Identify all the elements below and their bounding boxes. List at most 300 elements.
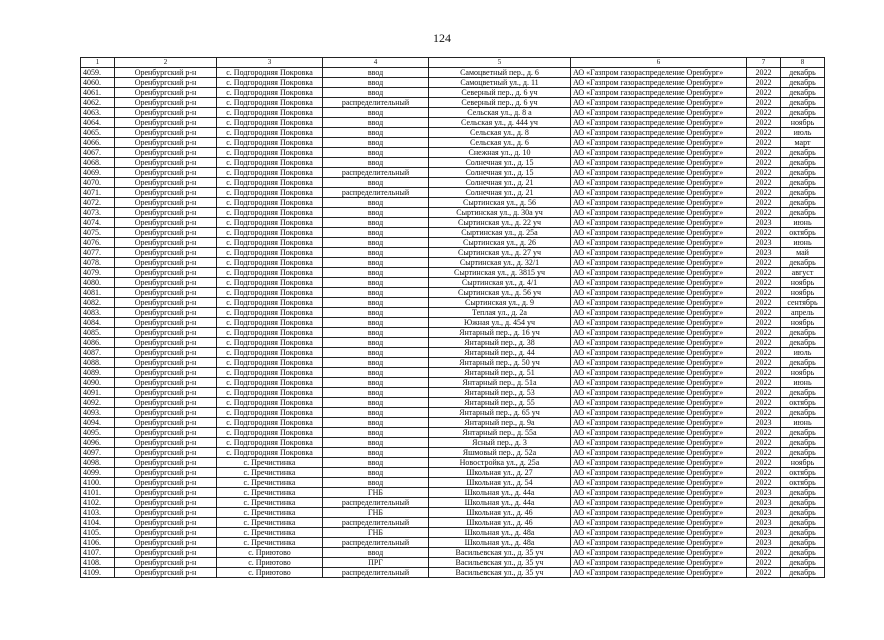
work-type-cell: ввод — [323, 228, 429, 238]
row-number-cell: 4064. — [81, 118, 115, 128]
table-row — [81, 68, 825, 78]
work-type-cell: ввод — [323, 358, 429, 368]
row-number-cell: 4093. — [81, 408, 115, 418]
settlement-cell: с. Подгородняя Покровка — [217, 68, 323, 78]
year-cell: 2022 — [747, 568, 781, 578]
settlement-cell: с. Подгородняя Покровка — [217, 388, 323, 398]
settlement-cell: с. Пречистинка — [217, 478, 323, 488]
organization-cell: АО «Газпром газораспределение Оренбург» — [571, 118, 747, 128]
year-cell: 2022 — [747, 298, 781, 308]
row-number-cell: 4090. — [81, 378, 115, 388]
work-type-cell: ввод — [323, 88, 429, 98]
table-row — [81, 388, 825, 398]
row-number-cell: 4075. — [81, 228, 115, 238]
row-number-cell: 4106. — [81, 538, 115, 548]
address-cell: Сыртинская ул., д. 22 уч — [429, 218, 571, 228]
settlement-cell: с. Подгородняя Покровка — [217, 238, 323, 248]
work-type-cell: ввод — [323, 368, 429, 378]
organization-cell: АО «Газпром газораспределение Оренбург» — [571, 528, 747, 538]
table-row — [81, 538, 825, 548]
year-cell: 2022 — [747, 318, 781, 328]
organization-cell: АО «Газпром газораспределение Оренбург» — [571, 418, 747, 428]
settlement-cell: с. Подгородняя Покровка — [217, 98, 323, 108]
district-cell: Оренбургский р-н — [115, 188, 217, 198]
month-cell: декабрь — [781, 88, 825, 98]
year-cell: 2022 — [747, 198, 781, 208]
work-type-cell: ввод — [323, 128, 429, 138]
settlement-cell: с. Подгородняя Покровка — [217, 188, 323, 198]
table-row — [81, 548, 825, 558]
organization-cell: АО «Газпром газораспределение Оренбург» — [571, 438, 747, 448]
year-cell: 2022 — [747, 178, 781, 188]
month-cell: декабрь — [781, 498, 825, 508]
district-cell: Оренбургский р-н — [115, 268, 217, 278]
organization-cell: АО «Газпром газораспределение Оренбург» — [571, 228, 747, 238]
settlement-cell: с. Пречистинка — [217, 508, 323, 518]
month-cell: июнь — [781, 218, 825, 228]
year-cell: 2022 — [747, 428, 781, 438]
month-cell: ноябрь — [781, 278, 825, 288]
work-type-cell: ввод — [323, 298, 429, 308]
month-cell: декабрь — [781, 438, 825, 448]
month-cell: декабрь — [781, 168, 825, 178]
row-number-cell: 4102. — [81, 498, 115, 508]
settlement-cell: с. Подгородняя Покровка — [217, 328, 323, 338]
table-row — [81, 358, 825, 368]
organization-cell: АО «Газпром газораспределение Оренбург» — [571, 458, 747, 468]
row-number-cell: 4067. — [81, 148, 115, 158]
settlement-cell: с. Пречистинка — [217, 468, 323, 478]
year-cell: 2022 — [747, 268, 781, 278]
district-cell: Оренбургский р-н — [115, 158, 217, 168]
work-type-cell: распределительный — [323, 568, 429, 578]
table-row — [81, 428, 825, 438]
year-cell: 2022 — [747, 128, 781, 138]
district-cell: Оренбургский р-н — [115, 438, 217, 448]
settlement-cell: с. Приютово — [217, 548, 323, 558]
settlement-cell: с. Пречистинка — [217, 528, 323, 538]
row-number-cell: 4094. — [81, 418, 115, 428]
year-cell: 2022 — [747, 258, 781, 268]
district-cell: Оренбургский р-н — [115, 68, 217, 78]
settlement-cell: с. Пречистинка — [217, 498, 323, 508]
organization-cell: АО «Газпром газораспределение Оренбург» — [571, 498, 747, 508]
district-cell: Оренбургский р-н — [115, 558, 217, 568]
settlement-cell: с. Подгородняя Покровка — [217, 288, 323, 298]
settlement-cell: с. Подгородняя Покровка — [217, 418, 323, 428]
row-number-cell: 4091. — [81, 388, 115, 398]
table-header-row — [81, 58, 825, 68]
district-cell: Оренбургский р-н — [115, 278, 217, 288]
organization-cell: АО «Газпром газораспределение Оренбург» — [571, 308, 747, 318]
organization-cell: АО «Газпром газораспределение Оренбург» — [571, 398, 747, 408]
organization-cell: АО «Газпром газораспределение Оренбург» — [571, 248, 747, 258]
month-cell: декабрь — [781, 508, 825, 518]
organization-cell: АО «Газпром газораспределение Оренбург» — [571, 108, 747, 118]
row-number-cell: 4096. — [81, 438, 115, 448]
work-type-cell: ввод — [323, 418, 429, 428]
organization-cell: АО «Газпром газораспределение Оренбург» — [571, 218, 747, 228]
month-cell: октябрь — [781, 228, 825, 238]
address-cell: Сыртинская ул., д. 4/1 — [429, 278, 571, 288]
month-cell: декабрь — [781, 548, 825, 558]
address-cell: Сельская ул., д. 8 — [429, 128, 571, 138]
address-cell: Янтарный пер., д. 9а — [429, 418, 571, 428]
month-cell: декабрь — [781, 178, 825, 188]
settlement-cell: с. Подгородняя Покровка — [217, 398, 323, 408]
year-cell: 2022 — [747, 388, 781, 398]
address-cell: Солнечная ул., д. 21 — [429, 178, 571, 188]
work-type-cell: ввод — [323, 438, 429, 448]
month-cell: декабрь — [781, 258, 825, 268]
column-header: 7 — [747, 58, 781, 68]
work-type-cell: ввод — [323, 238, 429, 248]
row-number-cell: 4079. — [81, 268, 115, 278]
table-row — [81, 98, 825, 108]
table-row — [81, 508, 825, 518]
district-cell: Оренбургский р-н — [115, 108, 217, 118]
district-cell: Оренбургский р-н — [115, 168, 217, 178]
address-cell: Сельская ул., д. 6 — [429, 138, 571, 148]
organization-cell: АО «Газпром газораспределение Оренбург» — [571, 538, 747, 548]
year-cell: 2022 — [747, 478, 781, 488]
row-number-cell: 4072. — [81, 198, 115, 208]
work-type-cell: ввод — [323, 468, 429, 478]
table-row — [81, 328, 825, 338]
address-cell: Сыртинская ул., д. 30а уч — [429, 208, 571, 218]
year-cell: 2022 — [747, 398, 781, 408]
row-number-cell: 4062. — [81, 98, 115, 108]
address-cell: Солнечная ул., д. 15 — [429, 168, 571, 178]
month-cell: июнь — [781, 378, 825, 388]
organization-cell: АО «Газпром газораспределение Оренбург» — [571, 448, 747, 458]
address-cell: Теплая ул., д. 2а — [429, 308, 571, 318]
year-cell: 2023 — [747, 418, 781, 428]
year-cell: 2023 — [747, 498, 781, 508]
month-cell: ноябрь — [781, 318, 825, 328]
settlement-cell: с. Пречистинка — [217, 458, 323, 468]
row-number-cell: 4066. — [81, 138, 115, 148]
settlement-cell: с. Подгородняя Покровка — [217, 198, 323, 208]
table-row — [81, 518, 825, 528]
work-type-cell: ввод — [323, 288, 429, 298]
district-cell: Оренбургский р-н — [115, 318, 217, 328]
table-row — [81, 178, 825, 188]
work-type-cell: ввод — [323, 348, 429, 358]
month-cell: декабрь — [781, 568, 825, 578]
table-row — [81, 308, 825, 318]
month-cell: апрель — [781, 308, 825, 318]
row-number-cell: 4069. — [81, 168, 115, 178]
organization-cell: АО «Газпром газораспределение Оренбург» — [571, 138, 747, 148]
work-type-cell: ввод — [323, 478, 429, 488]
settlement-cell: с. Подгородняя Покровка — [217, 338, 323, 348]
year-cell: 2023 — [747, 538, 781, 548]
district-cell: Оренбургский р-н — [115, 548, 217, 558]
settlement-cell: с. Подгородняя Покровка — [217, 148, 323, 158]
row-number-cell: 4088. — [81, 358, 115, 368]
settlement-cell: с. Подгородняя Покровка — [217, 298, 323, 308]
row-number-cell: 4087. — [81, 348, 115, 358]
table-row — [81, 528, 825, 538]
organization-cell: АО «Газпром газораспределение Оренбург» — [571, 518, 747, 528]
address-cell: Школьная ул., д. 54 — [429, 478, 571, 488]
year-cell: 2022 — [747, 548, 781, 558]
district-cell: Оренбургский р-н — [115, 138, 217, 148]
work-type-cell: ввод — [323, 378, 429, 388]
month-cell: декабрь — [781, 358, 825, 368]
column-header: 4 — [323, 58, 429, 68]
settlement-cell: с. Пречистинка — [217, 488, 323, 498]
settlement-cell: с. Подгородняя Покровка — [217, 318, 323, 328]
year-cell: 2023 — [747, 248, 781, 258]
work-type-cell: ввод — [323, 218, 429, 228]
month-cell: декабрь — [781, 388, 825, 398]
month-cell: декабрь — [781, 408, 825, 418]
settlement-cell: с. Пречистинка — [217, 518, 323, 528]
year-cell: 2023 — [747, 238, 781, 248]
month-cell: май — [781, 248, 825, 258]
organization-cell: АО «Газпром газораспределение Оренбург» — [571, 378, 747, 388]
address-cell: Васильевская ул., д. 35 уч — [429, 568, 571, 578]
organization-cell: АО «Газпром газораспределение Оренбург» — [571, 208, 747, 218]
address-cell: Ясный пер., д. 3 — [429, 438, 571, 448]
district-cell: Оренбургский р-н — [115, 378, 217, 388]
row-number-cell: 4061. — [81, 88, 115, 98]
year-cell: 2022 — [747, 168, 781, 178]
work-type-cell: ввод — [323, 328, 429, 338]
settlement-cell: с. Подгородняя Покровка — [217, 138, 323, 148]
work-type-cell: ввод — [323, 138, 429, 148]
address-cell: Снежная ул., д. 10 — [429, 148, 571, 158]
district-cell: Оренбургский р-н — [115, 448, 217, 458]
row-number-cell: 4080. — [81, 278, 115, 288]
organization-cell: АО «Газпром газораспределение Оренбург» — [571, 318, 747, 328]
address-cell: Школьная ул., д. 27 — [429, 468, 571, 478]
year-cell: 2022 — [747, 148, 781, 158]
settlement-cell: с. Подгородняя Покровка — [217, 348, 323, 358]
month-cell: декабрь — [781, 108, 825, 118]
month-cell: ноябрь — [781, 368, 825, 378]
organization-cell: АО «Газпром газораспределение Оренбург» — [571, 568, 747, 578]
settlement-cell: с. Подгородняя Покровка — [217, 118, 323, 128]
organization-cell: АО «Газпром газораспределение Оренбург» — [571, 488, 747, 498]
row-number-cell: 4059. — [81, 68, 115, 78]
settlement-cell: с. Подгородняя Покровка — [217, 178, 323, 188]
address-cell: Самоцветный пер., д. 6 — [429, 68, 571, 78]
table-row — [81, 118, 825, 128]
row-number-cell: 4071. — [81, 188, 115, 198]
address-cell: Сыртинская ул., д. 26 — [429, 238, 571, 248]
row-number-cell: 4109. — [81, 568, 115, 578]
year-cell: 2022 — [747, 88, 781, 98]
row-number-cell: 4070. — [81, 178, 115, 188]
work-type-cell: ГНБ — [323, 528, 429, 538]
organization-cell: АО «Газпром газораспределение Оренбург» — [571, 148, 747, 158]
table-row — [81, 198, 825, 208]
table-row — [81, 288, 825, 298]
table-row — [81, 278, 825, 288]
month-cell: декабрь — [781, 558, 825, 568]
settlement-cell: с. Подгородняя Покровка — [217, 448, 323, 458]
address-cell: Солнечная ул., д. 21 — [429, 188, 571, 198]
table-row — [81, 408, 825, 418]
row-number-cell: 4100. — [81, 478, 115, 488]
organization-cell: АО «Газпром газораспределение Оренбург» — [571, 338, 747, 348]
column-header: 2 — [115, 58, 217, 68]
month-cell: ноябрь — [781, 288, 825, 298]
district-cell: Оренбургский р-н — [115, 208, 217, 218]
table-row — [81, 338, 825, 348]
month-cell: декабрь — [781, 198, 825, 208]
row-number-cell: 4101. — [81, 488, 115, 498]
settlement-cell: с. Подгородняя Покровка — [217, 438, 323, 448]
column-header: 5 — [429, 58, 571, 68]
organization-cell: АО «Газпром газораспределение Оренбург» — [571, 358, 747, 368]
table-row — [81, 438, 825, 448]
table-row — [81, 498, 825, 508]
address-cell: Сельская ул., д. 8 а — [429, 108, 571, 118]
address-cell: Янтарный пер., д. 38 — [429, 338, 571, 348]
table-row — [81, 398, 825, 408]
row-number-cell: 4092. — [81, 398, 115, 408]
work-type-cell: распределительный — [323, 98, 429, 108]
year-cell: 2022 — [747, 338, 781, 348]
year-cell: 2022 — [747, 118, 781, 128]
district-cell: Оренбургский р-н — [115, 488, 217, 498]
settlement-cell: с. Подгородняя Покровка — [217, 258, 323, 268]
settlement-cell: с. Подгородняя Покровка — [217, 368, 323, 378]
organization-cell: АО «Газпром газораспределение Оренбург» — [571, 78, 747, 88]
row-number-cell: 4105. — [81, 528, 115, 538]
year-cell: 2023 — [747, 488, 781, 498]
address-cell: Янтарный пер., д. 53 — [429, 388, 571, 398]
table-row — [81, 448, 825, 458]
settlement-cell: с. Приютово — [217, 558, 323, 568]
year-cell: 2022 — [747, 288, 781, 298]
settlement-cell: с. Подгородняя Покровка — [217, 268, 323, 278]
month-cell: декабрь — [781, 68, 825, 78]
address-cell: Сыртинская ул., д. 56 уч — [429, 288, 571, 298]
year-cell: 2022 — [747, 408, 781, 418]
table-row — [81, 558, 825, 568]
district-cell: Оренбургский р-н — [115, 468, 217, 478]
work-type-cell: ввод — [323, 278, 429, 288]
work-type-cell: ввод — [323, 268, 429, 278]
month-cell: декабрь — [781, 148, 825, 158]
district-cell: Оренбургский р-н — [115, 478, 217, 488]
work-type-cell: ввод — [323, 248, 429, 258]
district-cell: Оренбургский р-н — [115, 428, 217, 438]
table-row — [81, 458, 825, 468]
month-cell: декабрь — [781, 488, 825, 498]
district-cell: Оренбургский р-н — [115, 368, 217, 378]
address-cell: Сыртинская ул., д. 9 — [429, 298, 571, 308]
table-row — [81, 208, 825, 218]
work-type-cell: ввод — [323, 338, 429, 348]
row-number-cell: 4084. — [81, 318, 115, 328]
row-number-cell: 4065. — [81, 128, 115, 138]
organization-cell: АО «Газпром газораспределение Оренбург» — [571, 128, 747, 138]
month-cell: июнь — [781, 418, 825, 428]
month-cell: декабрь — [781, 528, 825, 538]
row-number-cell: 4107. — [81, 548, 115, 558]
settlement-cell: с. Подгородняя Покровка — [217, 308, 323, 318]
month-cell: октябрь — [781, 468, 825, 478]
row-number-cell: 4068. — [81, 158, 115, 168]
address-cell: Северный пер., д. 6 уч — [429, 98, 571, 108]
table-row — [81, 418, 825, 428]
address-cell: Школьная ул., д. 44а — [429, 498, 571, 508]
month-cell: декабрь — [781, 188, 825, 198]
settlement-cell: с. Подгородняя Покровка — [217, 248, 323, 258]
table-row — [81, 228, 825, 238]
district-cell: Оренбургский р-н — [115, 218, 217, 228]
row-number-cell: 4103. — [81, 508, 115, 518]
organization-cell: АО «Газпром газораспределение Оренбург» — [571, 178, 747, 188]
work-type-cell: ввод — [323, 208, 429, 218]
work-type-cell: ввод — [323, 108, 429, 118]
work-type-cell: ввод — [323, 428, 429, 438]
settlement-cell: с. Подгородняя Покровка — [217, 358, 323, 368]
row-number-cell: 4097. — [81, 448, 115, 458]
district-cell: Оренбургский р-н — [115, 178, 217, 188]
year-cell: 2022 — [747, 348, 781, 358]
month-cell: июль — [781, 128, 825, 138]
year-cell: 2023 — [747, 518, 781, 528]
month-cell: июль — [781, 348, 825, 358]
work-type-cell: ввод — [323, 318, 429, 328]
district-cell: Оренбургский р-н — [115, 118, 217, 128]
year-cell: 2022 — [747, 98, 781, 108]
address-cell: Южная ул., д. 454 уч — [429, 318, 571, 328]
district-cell: Оренбургский р-н — [115, 298, 217, 308]
year-cell: 2022 — [747, 68, 781, 78]
work-type-cell: ввод — [323, 388, 429, 398]
district-cell: Оренбургский р-н — [115, 128, 217, 138]
address-cell: Сельская ул., д. 444 уч — [429, 118, 571, 128]
organization-cell: АО «Газпром газораспределение Оренбург» — [571, 238, 747, 248]
address-cell: Сыртинская ул., д. 32/1 — [429, 258, 571, 268]
work-type-cell: ГНБ — [323, 508, 429, 518]
month-cell: июнь — [781, 238, 825, 248]
row-number-cell: 4085. — [81, 328, 115, 338]
row-number-cell: 4074. — [81, 218, 115, 228]
table-row — [81, 218, 825, 228]
organization-cell: АО «Газпром газораспределение Оренбург» — [571, 98, 747, 108]
district-cell: Оренбургский р-н — [115, 358, 217, 368]
district-cell: Оренбургский р-н — [115, 148, 217, 158]
district-cell: Оренбургский р-н — [115, 518, 217, 528]
work-type-cell: распределительный — [323, 498, 429, 508]
district-cell: Оренбургский р-н — [115, 98, 217, 108]
district-cell: Оренбургский р-н — [115, 308, 217, 318]
address-cell: Новостройка ул., д. 25а — [429, 458, 571, 468]
district-cell: Оренбургский р-н — [115, 338, 217, 348]
district-cell: Оренбургский р-н — [115, 228, 217, 238]
district-cell: Оренбургский р-н — [115, 458, 217, 468]
settlement-cell: с. Подгородняя Покровка — [217, 158, 323, 168]
work-type-cell: распределительный — [323, 168, 429, 178]
address-cell: Янтарный пер., д. 55а — [429, 428, 571, 438]
table-row — [81, 148, 825, 158]
year-cell: 2023 — [747, 528, 781, 538]
district-cell: Оренбургский р-н — [115, 498, 217, 508]
district-cell: Оренбургский р-н — [115, 248, 217, 258]
year-cell: 2022 — [747, 438, 781, 448]
work-type-cell: ввод — [323, 78, 429, 88]
district-cell: Оренбургский р-н — [115, 288, 217, 298]
